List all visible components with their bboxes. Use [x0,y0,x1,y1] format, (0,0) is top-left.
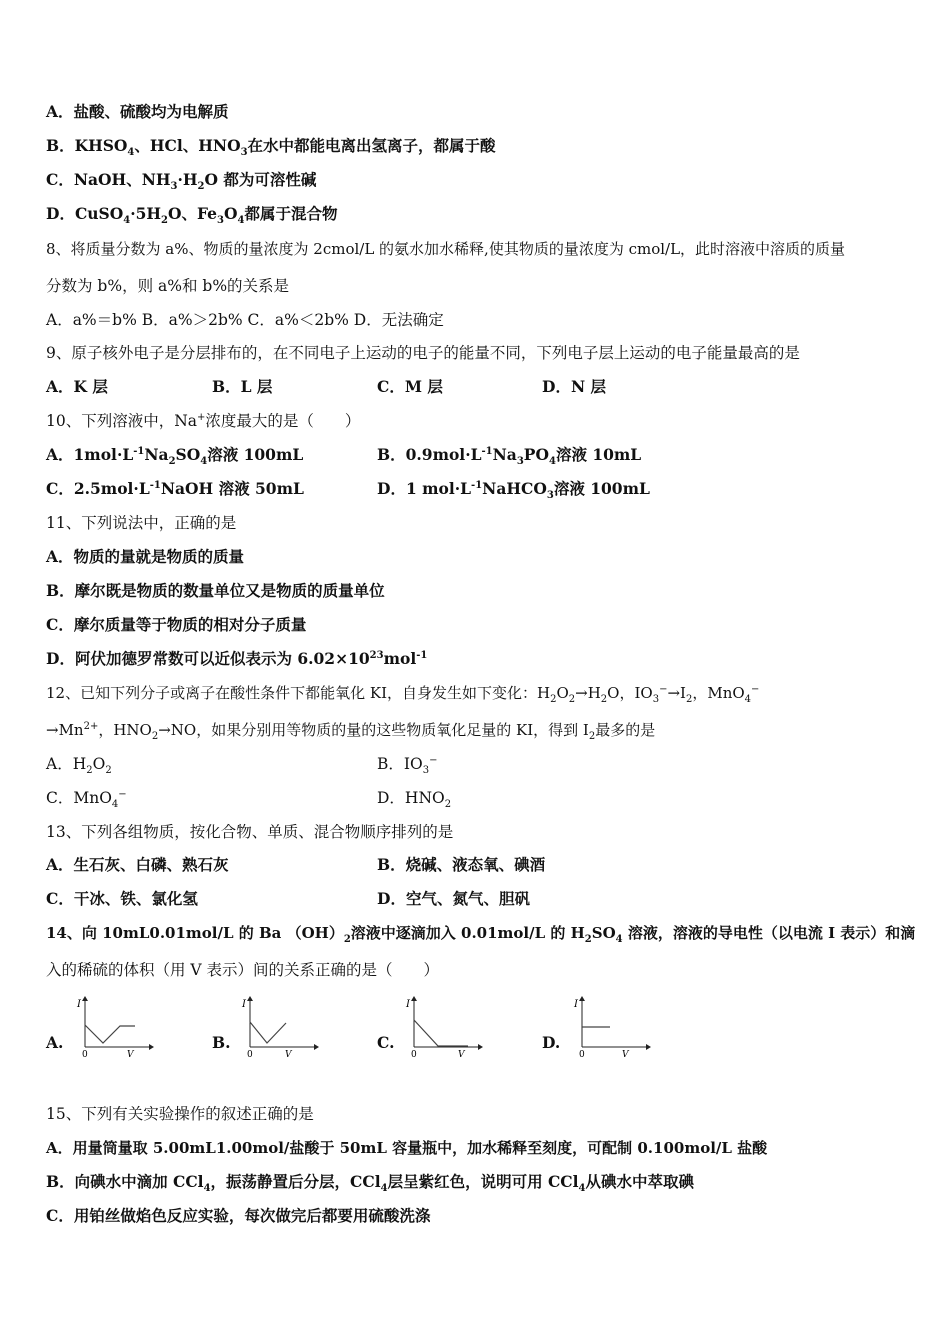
q13-option-c: C．干冰、铁、氯化氢 [46,889,198,908]
q14-option-c-label: C. [377,1033,395,1052]
svg-text:I: I [574,999,578,1010]
svg-text:V: V [127,1050,134,1059]
q14-stem-line1: 14、向 10mL0.01mol/L 的 Ba $(OH)_2$溶液中逐滴加入 0.01mol/L 的 $H_2SO_4$ 溶液，溶液的导电性（以电流 I 表示）和滴 [46,924,916,945]
svg-text:0: 0 [579,1050,585,1059]
q14-option-d-label: D. [542,1033,561,1052]
q7-option-a: A．盐酸、硫酸均为电解质 [46,102,229,121]
q14-graph-a [75,995,155,1059]
q11-stem: 11、下列说法中，正确的是 [46,514,237,532]
svg-text:V: V [622,1050,629,1059]
q7-option-d: D．$CuSO_4\cdot 5H_2O$、$Fe_3O_4$都属于混合物 [46,204,338,227]
q14-graph-c [404,995,484,1059]
q12-option-d: D．$HNO_2$ [377,789,452,811]
q13-option-a: A．生石灰、白磷、熟石灰 [46,855,229,874]
svg-text:I: I [77,999,81,1010]
q10-option-c: C．$2.5mol\cdot L^{-1}NaOH$ 溶液 50mL [46,479,304,498]
q15-stem: 15、下列有关实验操作的叙述正确的是 [46,1105,314,1123]
q13-stem: 13、下列各组物质，按化合物、单质、混合物顺序排列的是 [46,823,454,841]
svg-text:I: I [242,999,246,1010]
svg-text:I: I [406,999,410,1010]
q12-option-b: B．$IO_3^-$ [377,754,438,777]
q14-graph-d [572,995,652,1059]
q11-option-b: B．摩尔既是物质的数量单位又是物质的质量单位 [46,581,385,600]
q14-option-a-label: A. [46,1033,64,1052]
q8-stem-line2: 分数为 b%，则 a%和 b%的关系是 [46,277,290,295]
q14-option-b-label: B. [212,1033,231,1052]
q13-option-b: B．烧碱、液态氧、碘酒 [377,855,546,874]
q10-option-b: B．$0.9mol\cdot L^{-1}Na_3PO_4$溶液 10mL [377,445,642,468]
q11-option-d: D．阿伏加德罗常数可以近似表示为 $6.02\times 10^{23}mol^{-1}$ [46,649,428,668]
svg-text:V: V [285,1050,292,1059]
q7-option-b: B．$KHSO_4$、HCl、$HNO_3$在水中都能电离出氢离子，都属于酸 [46,136,496,159]
q9-option-d: D．N 层 [542,377,607,396]
svg-text:V: V [458,1050,465,1059]
q10-option-d: D．1 $mol\cdot L^{-1}NaHCO_3$溶液 100mL [377,479,650,502]
q12-stem-line1: 12、已知下列分子或离子在酸性条件下都能氧化 KI，自身发生如下变化：$H_2O_2\to H_2O$，$IO_3^-\to I_2$，MnO$_4$− [46,684,760,705]
q14-stem-line2: 入的稀硫的体积（用 V 表示）间的关系正确的是（ ） [46,961,440,979]
q12-stem-line2: $\to Mn^{2+}$，$HNO_2\to NO$，如果分别用等物质的量的这些物质氧化足量的 KI，得到 $I_2$最多的是 [46,721,656,742]
q12-option-c: C．MnO$_4$− [46,788,127,811]
q12-option-a: A．$H_2O_2$ [46,755,112,777]
q8-stem-line1: 8、将质量分数为 a%、物质的量浓度为 2cmol/L 的氨水加水稀释,使其物质的量浓度为 cmol/L，此时溶液中溶质的质量 [46,240,846,258]
svg-text:0: 0 [82,1050,88,1059]
q15-option-a: A．用量筒量取 5.00mL1.00mol/盐酸于 50mL 容量瓶中，加水稀释至刻度，可配制 0.100mol/L 盐酸 [46,1139,768,1157]
q15-option-c: C．用铂丝做焰色反应实验，每次做完后都要用硫酸洗涤 [46,1206,431,1225]
svg-text:0: 0 [247,1050,253,1059]
q8-options: A．a%＝b% B．a%＞2b% C．a%＜2b% D．无法确定 [46,311,444,329]
q9-option-a: A．K 层 [46,377,108,396]
q9-option-c: C．M 层 [377,377,443,396]
q9-stem: 9、原子核外电子是分层排布的，在不同电子上运动的电子的能量不同，下列电子层上运动的电子能量最高的是 [46,344,800,362]
svg-text:0: 0 [411,1050,417,1059]
q11-option-a: A．物质的量就是物质的质量 [46,547,245,566]
q14-graph-b [240,995,320,1059]
q9-option-b: B．L 层 [212,377,273,396]
q10-option-a: A．$1mol\cdot L^{-1}Na_2SO_4$溶液 100mL [46,445,304,468]
q10-stem: 10、下列溶液中，Na+浓度最大的是（ ） [46,411,361,430]
q15-option-b: B．向碘水中滴加 CCl$_4$，振荡静置后分层，CCl$_4$层呈紫红色，说明可用 CCl$_4$从碘水中萃取碘 [46,1172,695,1195]
q13-option-d: D．空气、氮气、胆矾 [377,889,530,908]
q11-option-c: C．摩尔质量等于物质的相对分子质量 [46,615,307,634]
q7-option-c: C．NaOH、$NH_3\cdot H_2O$ 都为可溶性碱 [46,170,317,193]
